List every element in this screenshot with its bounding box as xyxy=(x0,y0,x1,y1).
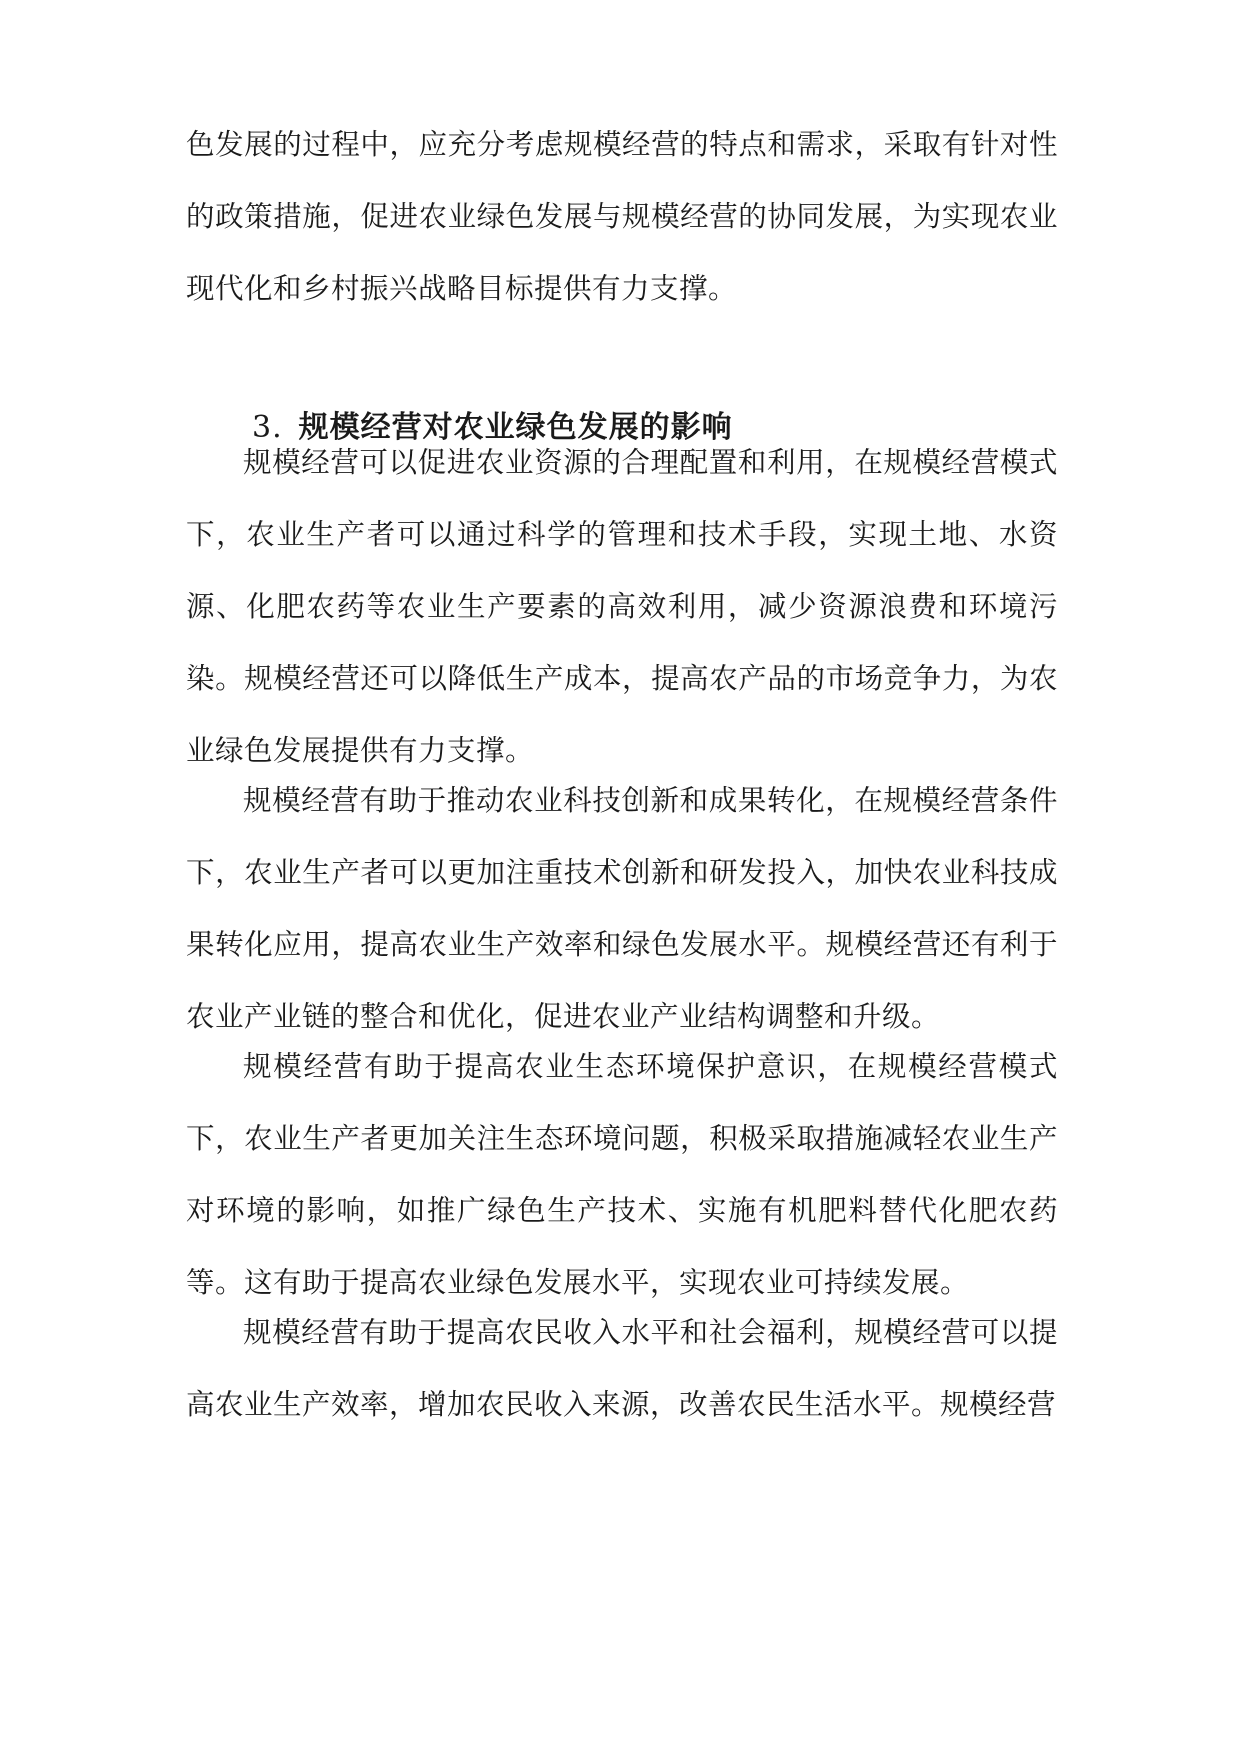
paragraph-resource-allocation: 规模经营可以促进农业资源的合理配置和利用，在规模经营模式下，农业生产者可以通过科学的管理和技术手段，实现土地、水资源、化肥农药等农业生产要素的高效利用，减少资源浪费和环境污染。规模经营还可以降低生产成本，提高农产品的市场竞争力，为农业绿色发展提供有力支撑。 xyxy=(186,446,1058,767)
paragraph-continuation: 色发展的过程中，应充分考虑规模经营的特点和需求，采取有针对性的政策措施，促进农业绿色发展与规模经营的协同发展，为实现农业现代化和乡村振兴战略目标提供有力支撑。 xyxy=(186,128,1058,305)
paragraph-farmer-income: 规模经营有助于提高农民收入水平和社会福利，规模经营可以提高农业生产效率，增加农民收入来源，改善农民生活水平。规模经营 xyxy=(186,1316,1058,1421)
section-number: 3. xyxy=(252,410,283,445)
paragraph-eco-protection: 规模经营有助于提高农业生态环境保护意识，在规模经营模式下，农业生产者更加关注生态环境问题，积极采取措施减轻农业生产对环境的影响，如推广绿色生产技术、实施有机肥料替代化肥农药等。这有助于提高农业绿色发展水平，实现农业可持续发展。 xyxy=(186,1050,1058,1299)
section-title: 规模经营对农业绿色发展的影响 xyxy=(298,410,733,445)
paragraph-tech-innovation: 规模经营有助于推动农业科技创新和成果转化，在规模经营条件下，农业生产者可以更加注重技术创新和研发投入，加快农业科技成果转化应用，提高农业生产效率和绿色发展水平。规模经营还有利于农业产业链的整合和优化，促进农业产业结构调整和升级。 xyxy=(186,784,1058,1033)
